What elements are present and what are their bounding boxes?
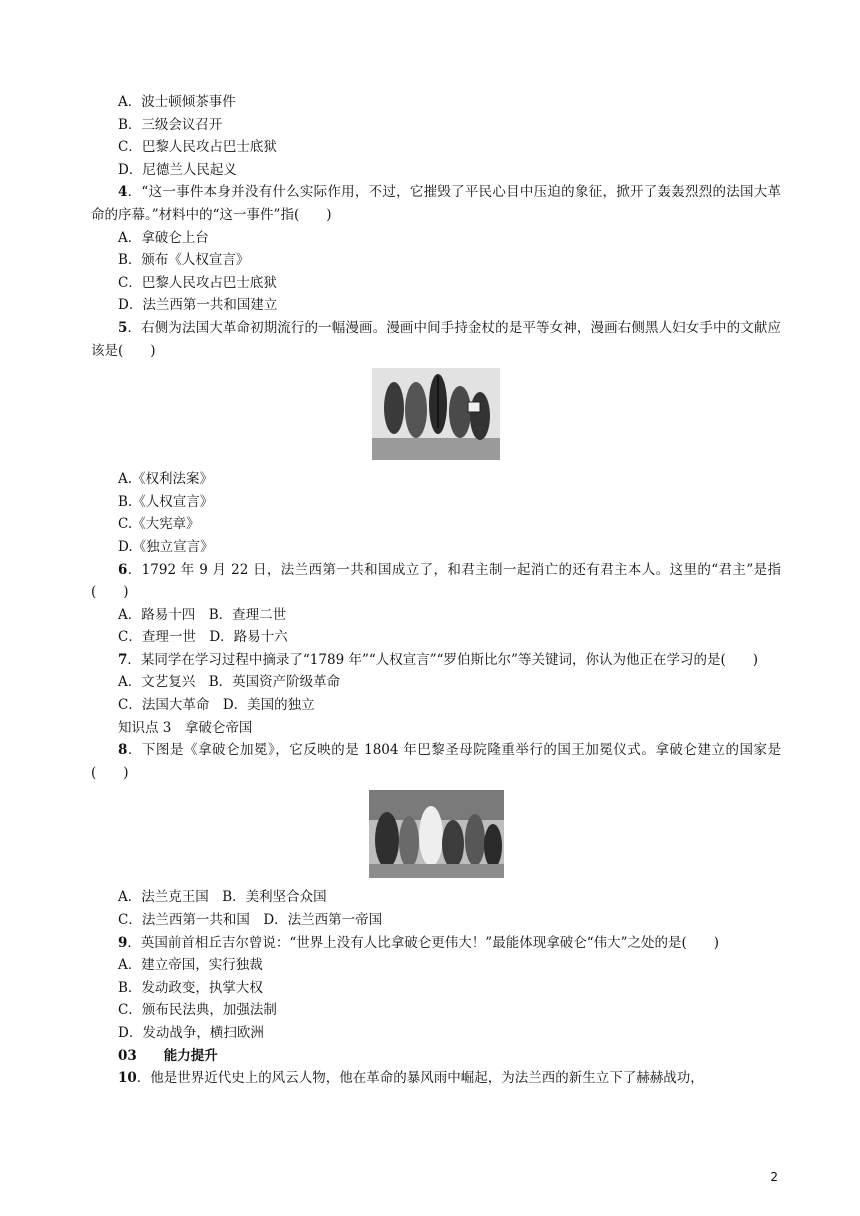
options-cd-q7: C．法国大革命 D．美国的独立 [118, 697, 315, 714]
question-number: 8 [118, 742, 128, 759]
section-heading-knowledge-3: 知识点 3 拿破仑帝国 [118, 719, 253, 736]
options-ab-q8: A．法兰克王国 B．美利坚合众国 [118, 889, 327, 906]
question-number: 7 [118, 651, 128, 668]
question-text: ．英国前首相丘吉尔曾说：“世界上没有人比拿破仑更伟大！”最能体现拿破仑“伟大”之处的是( ) [127, 934, 720, 951]
option-d-q3: D．尼德兰人民起义 [118, 161, 237, 178]
question-text: ．他是世界近代史上的风云人物，他在革命的暴风雨中崛起，为法兰西的新生立下了赫赫战功， [136, 1070, 704, 1087]
question-number: 5 [118, 319, 128, 336]
option-d-q4: D．法兰西第一共和国建立 [118, 297, 278, 314]
question-text: ．1792 年 9 月 22 日，法兰西第一共和国成立了，和君主制一起消亡的还有君主本人。这里的“君主”是指( ) [91, 561, 781, 601]
option-d-q5: D.《独立宣言》 [118, 538, 214, 555]
section-heading-ability: 03 能力提升 [118, 1047, 218, 1064]
question-number: 10 [118, 1070, 137, 1087]
question-number: 6 [118, 561, 128, 578]
options-cd-q6: C．查理一世 D．路易十六 [118, 629, 288, 646]
question-5 [91, 317, 781, 362]
coronation-figure [91, 790, 781, 878]
coronation-image [369, 790, 504, 878]
question-9 [91, 932, 781, 955]
option-b-q3: B．三级会议召开 [118, 116, 223, 133]
option-c-q5: C.《大宪章》 [118, 516, 200, 533]
option-a-q5: A.《权利法案》 [118, 471, 214, 488]
question-8 [91, 739, 781, 784]
question-text: ．下图是《拿破仑加冕》，它反映的是 1804 年巴黎圣母院隆重举行的国王加冕仪式。拿破仑建立的国家是( ) [91, 742, 781, 781]
option-c-q4: C．巴黎人民攻占巴士底狱 [118, 274, 277, 291]
option-a-q3: A．波士顿倾茶事件 [118, 94, 236, 110]
option-a-q4: A．拿破仑上台 [118, 229, 209, 246]
cartoon-image [372, 368, 500, 460]
question-number: 4 [118, 184, 128, 201]
option-d-q9: D．发动战争，横扫欧洲 [118, 1025, 264, 1041]
question-7 [91, 649, 781, 672]
page-number: 2 [770, 1170, 778, 1184]
option-c-q9: C．颁布民法典，加强法制 [118, 1002, 277, 1019]
options-ab-q6: A．路易十四 B．查理二世 [118, 606, 287, 623]
option-b-q4: B．颁布《人权宣言》 [118, 252, 250, 269]
question-4 [91, 181, 781, 226]
option-a-q9: A．建立帝国，实行独裁 [118, 957, 263, 974]
option-b-q9: B．发动政变，执掌大权 [118, 979, 263, 996]
option-b-q5: B.《人权宣言》 [118, 493, 214, 510]
page-content [91, 91, 781, 1090]
cartoon-figure [91, 368, 781, 460]
options-cd-q8: C．法兰西第一共和国 D．法兰西第一帝国 [118, 912, 383, 929]
question-number: 9 [118, 934, 128, 951]
question-text: ．“这一事件本身并没有什么实际作用，不过，它摧毁了平民心目中压迫的象征，掀开了轰轰烈烈的法国大革命的序幕。”材料中的“这一事件”指( ) [91, 184, 781, 223]
option-c-q3: C．巴黎人民攻占巴士底狱 [118, 139, 277, 156]
question-6 [91, 559, 781, 604]
question-text: ．某同学在学习过程中摘录了“1789 年”“人权宣言”“罗伯斯比尔”等关键词，你认为他正在学习的是( ) [127, 651, 758, 668]
question-10 [91, 1067, 781, 1090]
question-text: ．右侧为法国大革命初期流行的一幅漫画。漫画中间手持金杖的是平等女神，漫画右侧黑人妇女手中的文献应该是( ) [91, 319, 781, 359]
options-ab-q7: A．文艺复兴 B．英国资产阶级革命 [118, 674, 341, 691]
